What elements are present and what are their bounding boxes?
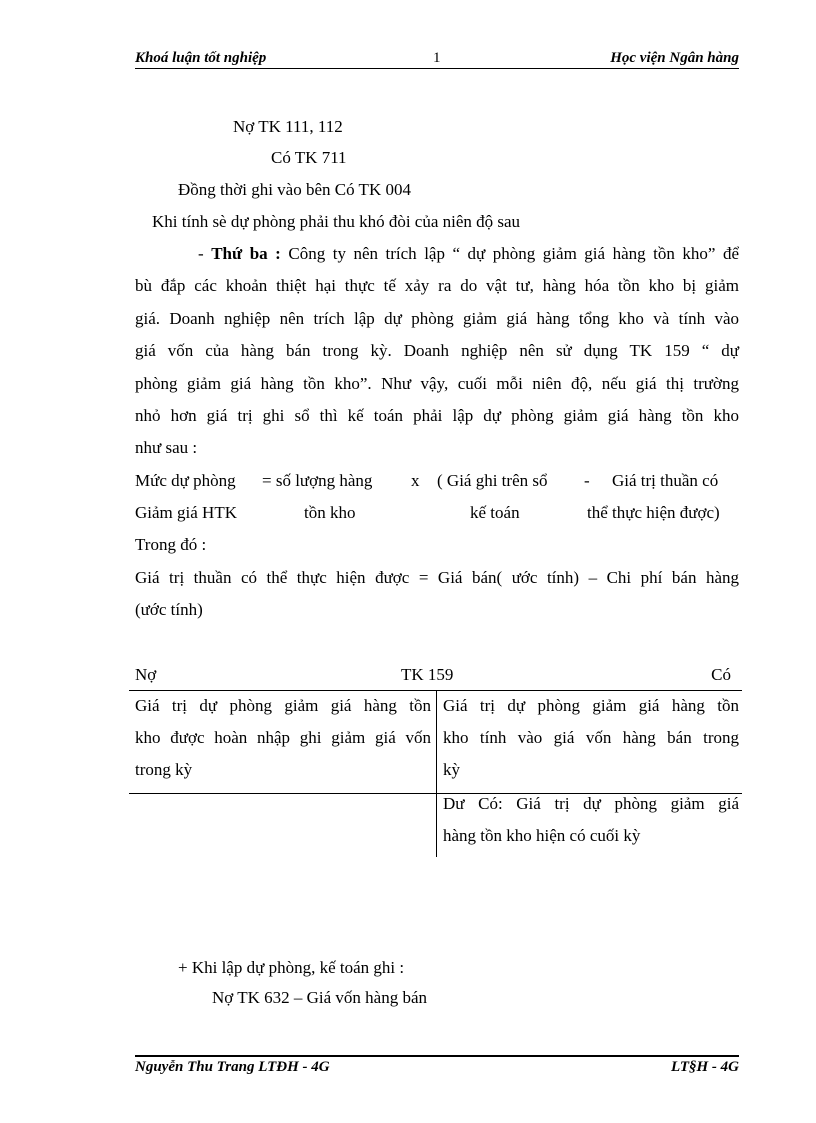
- formula-quantity: = số lượng hàng: [262, 471, 373, 490]
- debit-label: Nợ: [135, 665, 157, 684]
- balance-line-0: Dư Có: Giá trị dự phòng giảm giá: [443, 794, 739, 813]
- credit-label: Có: [711, 665, 731, 684]
- formula-realizable: thể thực hiện được): [587, 503, 720, 522]
- debit-line-0: Giá trị dự phòng giảm giá hàng tồn: [135, 696, 431, 715]
- credit-line-1: kho tính vào giá vốn hàng bán trong: [443, 728, 739, 747]
- page-number: 1: [433, 50, 441, 66]
- para-line-0: [198, 244, 739, 264]
- formula-times: x: [411, 471, 420, 490]
- footer-rule: [135, 1055, 739, 1057]
- formula-inventory: tồn kho: [304, 503, 356, 522]
- balance-line-1: hàng tồn kho hiện có cuối kỳ: [443, 826, 641, 845]
- entry1-note: Đồng thời ghi vào bên Có TK 004: [178, 180, 411, 199]
- header-rule: [135, 68, 739, 69]
- entry2-debit: Nợ TK 632 – Giá vốn hàng bán: [212, 988, 428, 1007]
- para-prefix: -: [198, 244, 212, 263]
- formula-net-value: Giá trị thuần có: [612, 471, 719, 490]
- para-last-line: như sau :: [135, 438, 198, 457]
- t-account-debit-cell: [135, 690, 431, 786]
- entry1-note2: Khi tính sè dự phòng phải thu khó đòi của niên độ sau: [152, 212, 521, 231]
- debit-line-1: kho được hoàn nhập ghi giảm giá vốn: [135, 728, 431, 747]
- entry1-credit: Có TK 711: [271, 148, 347, 167]
- formula-label: Mức dự phòng: [135, 471, 236, 490]
- page-header: [135, 48, 739, 68]
- para-line-4: phòng giảm giá hàng tồn kho”. Như vậy, cuối mỗi niên độ, nếu giá thị trường: [135, 374, 739, 393]
- t-account-balance-cell: [443, 788, 739, 852]
- formula-label-2: Giảm giá HTK: [135, 503, 237, 522]
- header-left-text: Khoá luận tốt nghiệp: [135, 50, 267, 66]
- formula-accounting: kế toán: [470, 503, 520, 522]
- t-account-credit-cell: [443, 690, 739, 786]
- para-line-3: giá vốn của hàng bán trong kỳ. Doanh nghiệp nên sử dụng TK 159 “ dự: [135, 341, 739, 360]
- para-label: Thứ ba :: [211, 244, 281, 263]
- header-right-text: Học viện Ngân hàng: [610, 50, 739, 66]
- para-line-1: bù đắp các khoản thiệt hại thực tế xảy ra do vật tư, hàng hóa tồn kho bị giảm: [135, 276, 739, 295]
- entry2-heading: + Khi lập dự phòng, kế toán ghi :: [178, 958, 405, 977]
- formula-book-value: ( Giá ghi trên sổ: [437, 471, 548, 490]
- debit-line-2: trong kỳ: [135, 760, 193, 779]
- footer-left-text: Nguyễn Thu Trang LTĐH - 4G: [135, 1059, 330, 1075]
- footer-right-text: LT§H - 4G: [670, 1059, 739, 1075]
- t-account-divider: [436, 690, 437, 857]
- entry1-debit: Nợ TK 111, 112: [233, 117, 343, 136]
- t-account-header: [135, 665, 739, 685]
- credit-line-2: kỳ: [443, 760, 460, 779]
- where-label: Trong đó :: [135, 535, 207, 554]
- where-line-1: Giá trị thuần có thể thực hiện được = Giá bán( ước tính) – Chi phí bán hàng: [135, 568, 739, 587]
- para-line-0-text: Công ty nên trích lập “ dự phòng giảm giá hàng tồn kho” để: [288, 244, 739, 263]
- para-line-2: giá. Doanh nghiệp nên trích lập dự phòng giảm giá hàng tổng kho và tính vào: [135, 309, 739, 328]
- where-line-2: (ước tính): [135, 600, 203, 619]
- page-footer: [135, 1059, 739, 1081]
- para-line-5: nhỏ hơn giá trị ghi sổ thì kế toán phải lập dự phòng giảm giá hàng tồn kho: [135, 406, 739, 425]
- account-label: TK 159: [401, 665, 454, 684]
- credit-line-0: Giá trị dự phòng giảm giá hàng tồn: [443, 696, 739, 715]
- formula-minus: -: [584, 471, 590, 490]
